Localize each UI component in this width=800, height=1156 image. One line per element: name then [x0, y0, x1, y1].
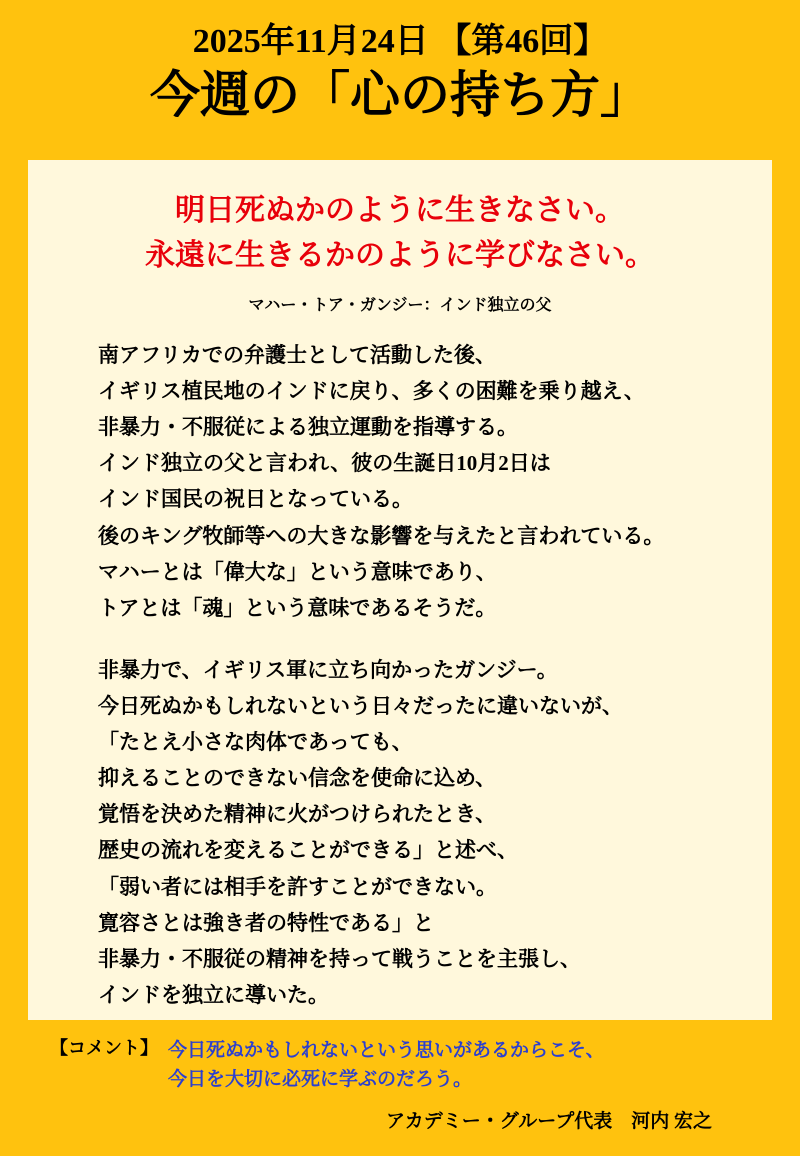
- issue-date: 2025年11月24日 【第46回】: [192, 23, 608, 60]
- body-line: 非暴力で、イギリス軍に立ち向かったガンジー。: [98, 657, 558, 682]
- body-line: イギリス植民地のインドに戻り、多くの困難を乗り越え、: [98, 379, 645, 404]
- comment-line: 今日を大切に必死に学ぶのだろう。: [168, 1069, 473, 1091]
- body-line: 後のキング牧師等への大きな影響を与えたと言われている。: [98, 523, 665, 548]
- page-title: 今週の「心の持ち方」: [150, 67, 650, 124]
- comment-label: 【コメント】: [50, 1038, 158, 1058]
- body-line: インド国民の祝日となっている。: [98, 487, 413, 512]
- section-divider: [28, 1022, 772, 1024]
- quote-attribution: マハー・トア・ガンジー：インド独立の父: [248, 297, 552, 314]
- comment-line: 今日死ぬかもしれないという思いがあるからこそ、: [168, 1040, 605, 1061]
- body-line: 抑えることのできない信念を使命に込め、: [98, 766, 497, 791]
- body-line: 「弱い者には相手を許すことができない。: [98, 874, 497, 899]
- body-line: 南アフリカでの弁護士として活動した後、: [98, 343, 496, 367]
- body-line: インド独立の父と言われ、彼の生誕日10月2日は: [98, 451, 551, 476]
- body-line: インドを独立に導いた。: [98, 982, 329, 1007]
- body-line: マハーとは「偉大な」という意味であり、: [98, 559, 497, 584]
- body-line: 今日死ぬかもしれないという日々だったに違いないが、: [98, 693, 623, 718]
- body-text: [56, 337, 744, 1013]
- author-signature: アカデミー・グループ代表 河内 宏之: [385, 1111, 712, 1132]
- quote-block: [56, 188, 744, 278]
- body-line: トアとは「魂」という意味であるそうだ。: [98, 595, 497, 620]
- comment-section: [28, 1030, 772, 1134]
- quote-line-2: 永遠に生きるかのように学びなさい。: [145, 239, 655, 272]
- body-line: 非暴力・不服従の精神を持って戦うことを主張し、: [98, 946, 581, 971]
- quote-line-1: 明日死ぬかのように生きなさい。: [175, 194, 625, 227]
- content-card: [28, 160, 772, 1020]
- paragraph-gap: [98, 626, 744, 652]
- comment-text: [168, 1036, 605, 1095]
- body-line: 非暴力・不服従による独立運動を指導する。: [98, 415, 518, 440]
- body-line: 寛容さとは強き者の特性である」と: [98, 910, 434, 935]
- body-line: 覚悟を決めた精神に火がつけられたとき、: [98, 802, 497, 827]
- body-line: 歴史の流れを変えることができる」と述べ、: [98, 838, 518, 863]
- poster-header: [0, 0, 800, 125]
- body-line: 「たとえ小さな肉体であっても、: [98, 730, 413, 755]
